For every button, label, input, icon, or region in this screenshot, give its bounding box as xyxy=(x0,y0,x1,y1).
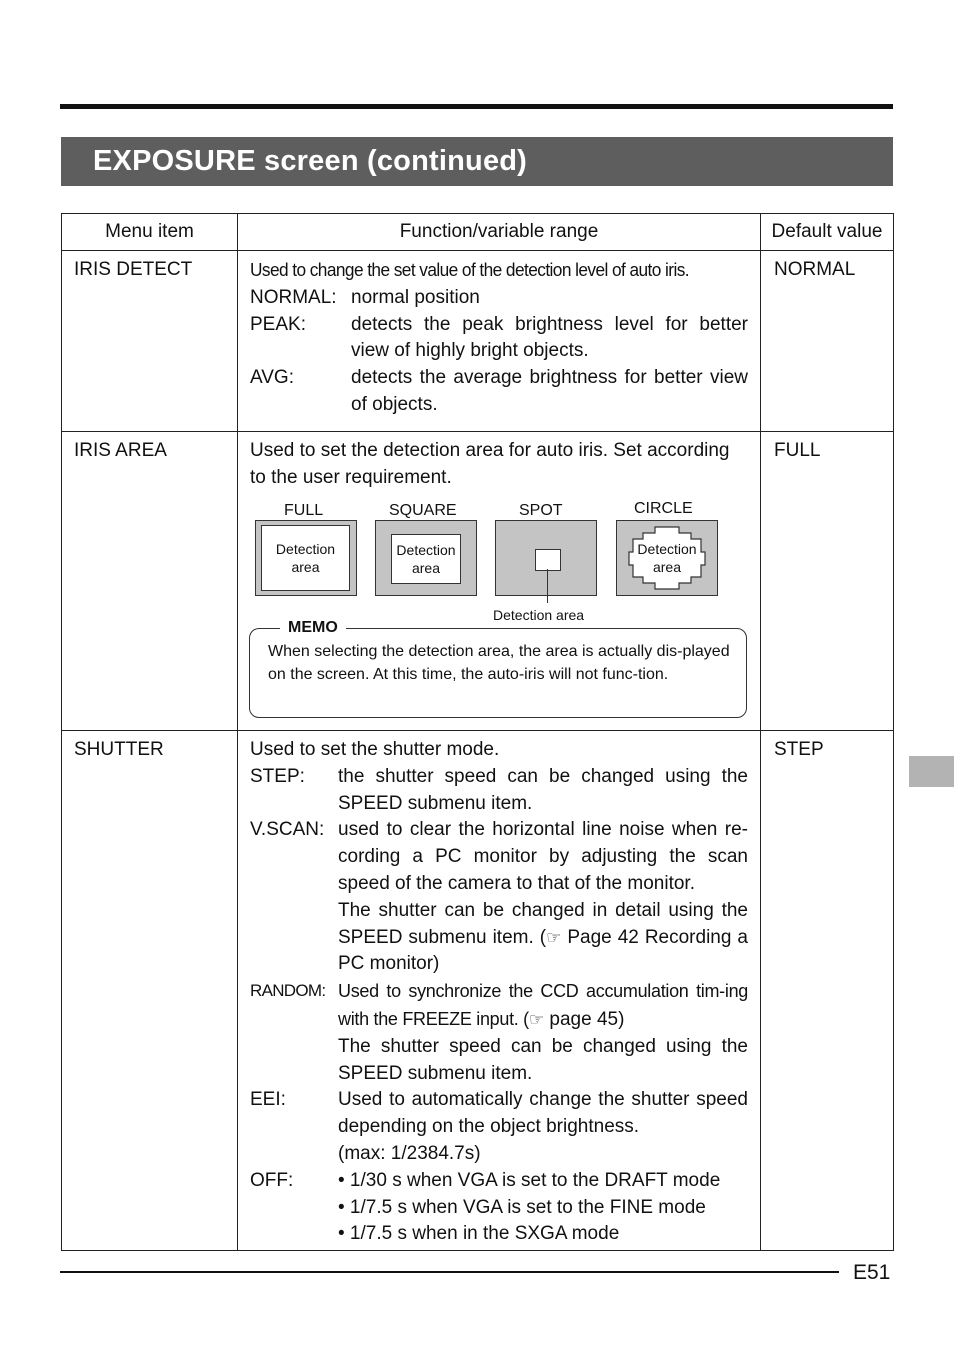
option-row xyxy=(250,312,748,366)
option-text: detects the peak brightness level for better view of highly bright objects. xyxy=(351,313,748,362)
exposure-settings-table xyxy=(61,213,894,1251)
option-key: NORMAL: xyxy=(250,286,337,308)
circle-area-label: Detection area xyxy=(637,540,697,575)
function-iris-detect xyxy=(238,251,761,432)
eei-max: (max: 1/2384.7s) xyxy=(338,1142,481,1164)
option-key: EEI: xyxy=(250,1089,286,1111)
menu-item-iris-area: IRIS AREA xyxy=(62,432,238,731)
spot-area-box xyxy=(495,520,597,596)
option-key: OFF: xyxy=(250,1169,294,1191)
spot-caption: Detection area xyxy=(493,606,585,623)
option-key: PEAK: xyxy=(250,313,306,335)
option-key: STEP: xyxy=(250,765,305,787)
section-tab-marker xyxy=(909,756,954,787)
random-text-1b: page 45) xyxy=(544,1008,625,1030)
option-row-eei xyxy=(250,1087,748,1167)
label-full: FULL xyxy=(284,501,324,519)
detection-area-spot xyxy=(535,549,561,571)
option-text xyxy=(338,978,748,1087)
page-title: EXPOSURE screen (continued) xyxy=(61,137,893,186)
bottom-rule xyxy=(60,1271,839,1273)
option-text: normal position xyxy=(351,286,480,308)
option-text xyxy=(338,1087,748,1167)
page-number: E51 xyxy=(853,1261,891,1284)
option-key: AVG: xyxy=(250,367,294,389)
label-square: SQUARE xyxy=(389,501,457,519)
option-text: the shutter speed can be changed using the SPEED submenu item. xyxy=(338,765,748,814)
menu-item-iris-detect: IRIS DETECT xyxy=(62,251,238,432)
vscan-text-2b: Page 42 Recording a PC monitor) xyxy=(338,926,748,975)
table-row-iris-detect xyxy=(62,251,894,432)
default-iris-detect: NORMAL xyxy=(761,251,894,432)
shutter-intro: Used to set the shutter mode. xyxy=(250,739,500,760)
hand-pointer-icon: ☞ xyxy=(528,1009,545,1029)
vscan-text-2a: The shutter can be changed in detail using the SPEED submenu item. ( xyxy=(338,899,748,948)
off-item: • 1/7.5 s when in the SXGA mode xyxy=(338,1223,620,1245)
hand-pointer-icon: ☞ xyxy=(546,927,562,947)
memo-box xyxy=(249,618,747,718)
label-circle: CIRCLE xyxy=(634,499,693,517)
spot-leader-line xyxy=(547,569,548,603)
option-row xyxy=(250,365,748,419)
detection-area-diagram xyxy=(250,494,748,624)
function-shutter xyxy=(238,731,761,1251)
full-area-box xyxy=(255,520,357,596)
function-iris-area xyxy=(238,432,761,731)
option-row-step xyxy=(250,764,748,818)
random-text-2: The shutter speed can be changed using the SPEED submenu item. xyxy=(338,1035,748,1084)
option-row xyxy=(250,285,748,312)
memo-title: MEMO xyxy=(280,618,346,638)
eei-text: Used to automatically change the shutter speed depending on the object brightness. xyxy=(338,1089,748,1138)
header-default-value: Default value xyxy=(761,214,894,251)
header-function: Function/variable range xyxy=(238,214,761,251)
off-item: • 1/30 s when VGA is set to the DRAFT mode xyxy=(338,1169,721,1191)
option-row-off xyxy=(250,1168,748,1248)
table-row-iris-area xyxy=(62,432,894,731)
option-key: RANDOM: xyxy=(250,981,326,1001)
off-item: • 1/7.5 s when VGA is set to the FINE mode xyxy=(338,1196,706,1218)
table-header-row xyxy=(62,214,894,251)
memo-text: When selecting the detection area, the area is actually dis-played on the screen. At this time, the auto-iris will not func-tion. xyxy=(268,642,730,683)
iris-detect-intro: Used to change the set value of the detection level of auto iris. xyxy=(250,260,690,280)
detection-area-square: Detection area xyxy=(391,534,461,584)
option-text: detects the average brightness for better view of objects. xyxy=(351,367,748,415)
header-menu-item: Menu item xyxy=(62,214,238,251)
option-key: V.SCAN: xyxy=(250,819,325,841)
menu-item-shutter: SHUTTER xyxy=(62,731,238,1251)
square-area-box xyxy=(375,520,477,596)
vscan-text-1: used to clear the horizontal line noise when re-cording a PC monitor by adjusting the scan speed of the camera to that of the monitor. xyxy=(338,819,748,894)
detection-area-full: Detection area xyxy=(261,525,350,591)
random-text-1a: Used to synchronize the CCD accumulation tim-ing with the FREEZE input. ( xyxy=(338,981,748,1029)
default-iris-area: FULL xyxy=(761,432,894,731)
option-row-random xyxy=(250,978,748,1087)
circle-area-box xyxy=(616,520,718,596)
default-shutter: STEP xyxy=(761,731,894,1251)
iris-area-intro: Used to set the detection area for auto iris. Set according to the user requirement. xyxy=(250,440,730,488)
table-row-shutter xyxy=(62,731,894,1251)
top-rule xyxy=(60,104,893,109)
option-text xyxy=(338,1168,748,1248)
option-row-vscan xyxy=(250,817,748,978)
label-spot: SPOT xyxy=(519,501,563,519)
option-text xyxy=(338,817,748,978)
